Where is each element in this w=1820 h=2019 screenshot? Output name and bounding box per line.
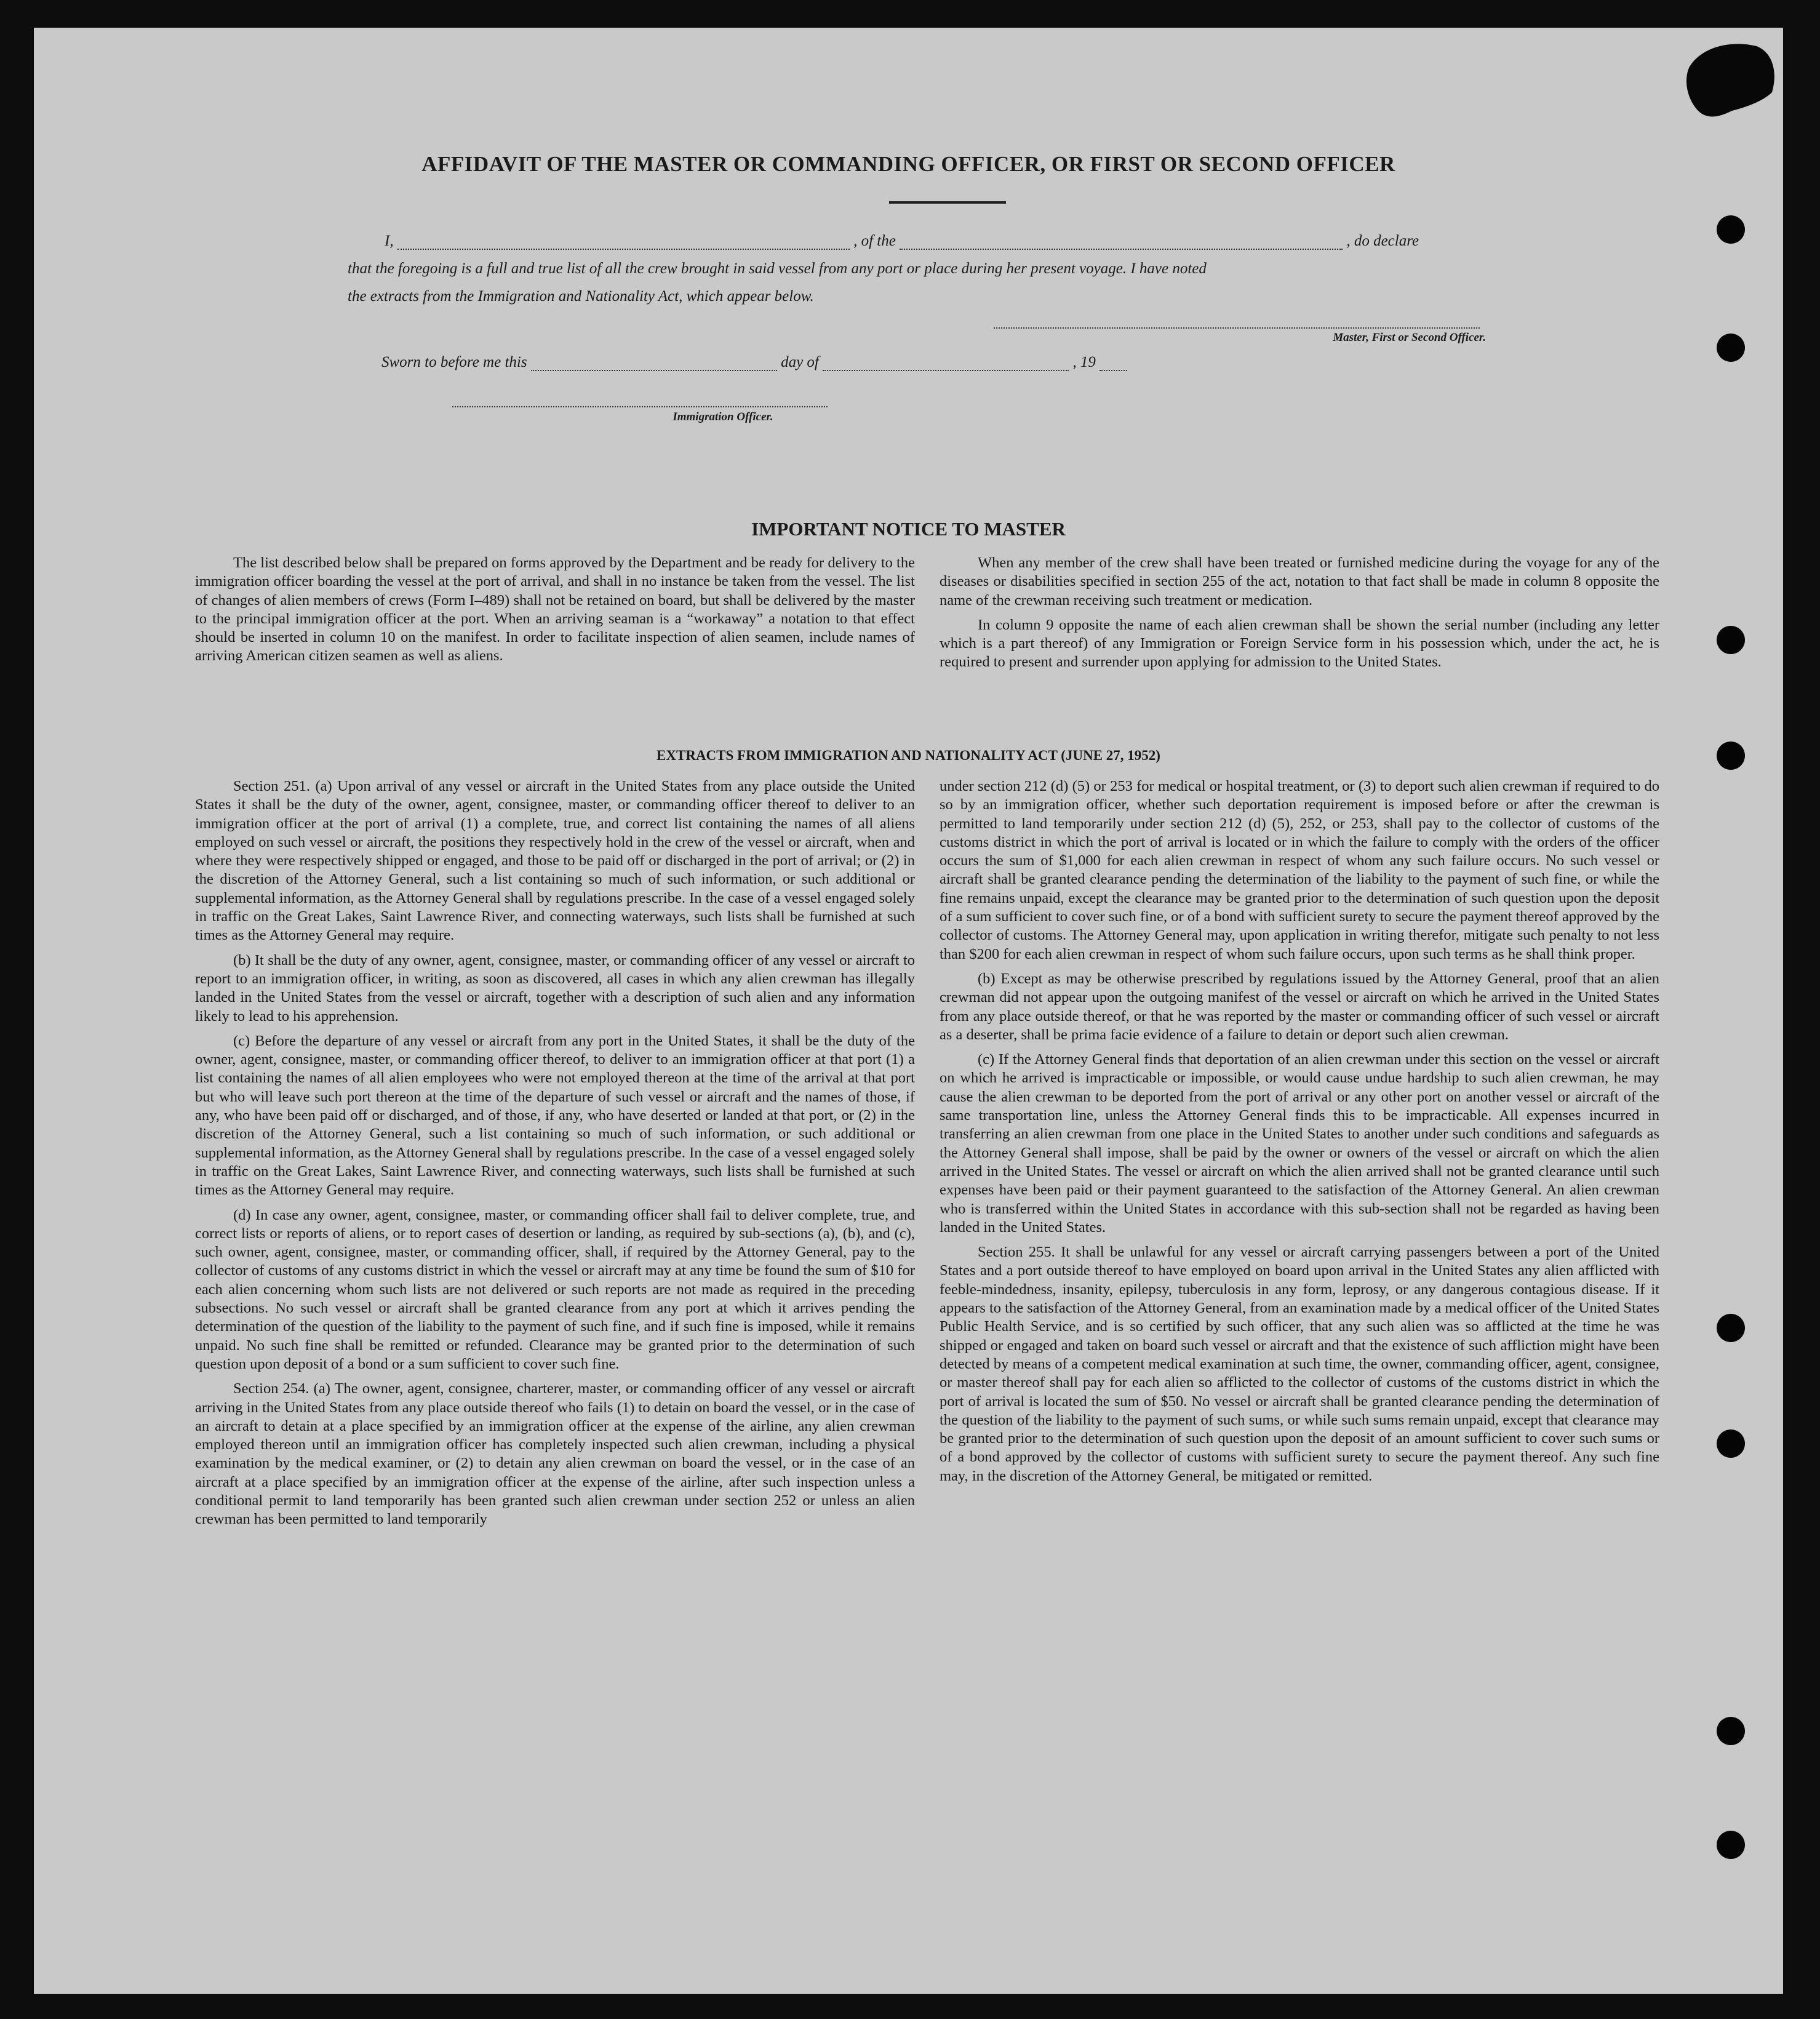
declaration-text-1: that the foregoing is a full and true list of all the crew brought in said vessel from any port or place during her present voyage. I have noted <box>348 260 1207 277</box>
punch-hole <box>1717 1831 1745 1859</box>
section-251-c: (c) Before the departure of any vessel or aircraft from any port in the United States, it shall be the duty of the owner, agent, consignee, master, or commanding officer thereof, to deliver to an immigration officer at that port (1) a list containing the names of all alien employees who were not employed thereon at the time of the arrival at that port but who will leave such port thereon at the time of the departure of such vessel or aircraft and the names of those, if any, who have been paid off or discharged, and of those, if any, who have deserted or landed at that port, or (2) in the discretion of the Attorney General, such a list containing so much of such information, or such additional or supplemental information, as the Attorney General shall by regulations prescribe. In the case of a vessel engaged solely in traffic on the Great Lakes, Saint Lawrence River, and connecting waterways, such lists shall be furnished at such times as the Attorney General may require. <box>195 1032 915 1199</box>
punch-hole <box>1717 215 1745 244</box>
page-title: AFFIDAVIT OF THE MASTER OR COMMANDING OFFICER, OR FIRST OR SECOND OFFICER <box>421 152 1395 176</box>
sworn-month-blank[interactable] <box>823 360 1069 371</box>
section-254-b: (b) Except as may be otherwise prescribed by regulations issued by the Attorney General, proof that an alien crewman did not appear upon the outgoing manifest of the vessel or aircraft on which he arrived in the United States from any place outside thereof, or that he was reported by the master or commanding officer of such vessel or aircraft as a deserter, shall be prima facie evidence of a failure to detain or deport such alien crewman. <box>940 970 1659 1043</box>
name-blank[interactable] <box>397 239 850 250</box>
sworn-day-of: day of <box>781 354 819 370</box>
sworn-day-blank[interactable] <box>531 360 777 371</box>
vessel-blank[interactable] <box>900 239 1343 250</box>
notice-left-column <box>195 554 915 672</box>
notice-right-paragraph: In column 9 opposite the name of each alien crewman shall be shown the serial number (including any letter which is a part thereof) of any Immigration or Foreign Service form in his possession which, under the act, he is required to present and surrender upon applying for admission to the United States. <box>940 616 1659 671</box>
master-signature-caption: Master, First or Second Officer. <box>1333 331 1486 344</box>
section-254-c: (c) If the Attorney General finds that deportation of an alien crewman under this section on the vessel or aircraft on which he arrived is impracticable or impossible, or would cause undue hardship to such alien crewman, he may cause the alien crewman to be deported from the port of arrival or any other port on another vessel or aircraft of the same transportation line, unless the Attorney General finds this to be impracticable. All expenses incurred in transferring an alien crewman from one place in the United States to another under such conditions and safeguards as the Attorney General shall impose, shall be paid by the owner or owners of the vessel or aircraft on which the alien arrived in the United States. The vessel or aircraft on which the alien arrived shall not be granted clearance until such expenses have been paid or their payment guaranteed to the satisfaction of the Attorney General. An alien crewman who is transferred within the United States in accordance with this sub-section shall not be regarded as having been landed in the United States. <box>940 1051 1659 1236</box>
document-page <box>34 28 1783 1994</box>
master-signature-line[interactable] <box>994 327 1480 329</box>
section-251-d: (d) In case any owner, agent, consignee, master, or commanding officer shall fail to deliver complete, true, and correct lists or reports of aliens, or to report cases of desertion or landing, as required by sub-sections (a), (b), and (c), such owner, agent, consignee, master, or commanding officer, shall, if required by the Attorney General, pay to the collector of customs of any customs district in which the vessel or aircraft may at any time be found the sum of $10 for each alien concerning whom such lists are not delivered or such reports are not made as required in the preceding subsections. No such vessel or aircraft shall be granted clearance from any port at which it arrives pending the determination of the question of the liability to the payment of such fine, and if such fine is imposed, while it remains unpaid. No such fine shall be remitted or refunded. Clearance may be granted prior to the determination of such question upon deposit of a bond or a sum sufficient to cover such fine. <box>195 1206 915 1372</box>
declaration-i: I, <box>385 233 394 249</box>
extracts-right-column <box>940 777 1659 1492</box>
section-251-a: Section 251. (a) Upon arrival of any vessel or aircraft in the United States from any place outside the United States it shall be the duty of the owner, agent, consignee, master, or commanding officer thereof to deliver to an immigration officer at the port of arrival (1) a complete, true, and correct list containing the names of all aliens employed on such vessel or aircraft, the positions they respectively hold in the crew of the vessel or aircraft, when and where they were respectively shipped or engaged, and those to be paid off or discharged in the port of arrival; or (2) in the discretion of the Attorney General, such a list containing so much of such information, or such additional or supplemental information, as the Attorney General shall by regulations prescribe. In the case of a vessel engaged solely in traffic on the Great Lakes, Saint Lawrence River, and connecting waterways, such lists shall be furnished at such times as the Attorney General may require. <box>195 778 915 944</box>
punch-hole <box>1717 1429 1745 1458</box>
punch-hole <box>1717 626 1745 654</box>
notice-left-paragraph: The list described below shall be prepared on forms approved by the Department and be ready for delivery to the immigration officer boarding the vessel at the port of arrival, and shall in no instance be taken from the vessel. The list of changes of alien members of crews (Form I–489) shall not be retained on board, but shall be delivered by the master to the principal immigration officer at the port. When an arriving seaman is a “workaway” a notation to that effect should be inserted in column 10 on the manifest. In order to facilitate inspection of alien seamen, include names of arriving American citizen seamen as well as aliens. <box>195 554 915 665</box>
punch-hole <box>1717 1717 1745 1745</box>
sworn-prefix: Sworn to before me this <box>381 354 527 370</box>
sworn-year: , 19 <box>1072 354 1096 370</box>
immigration-officer-signature-line[interactable] <box>452 406 828 407</box>
notice-title: IMPORTANT NOTICE TO MASTER <box>751 518 1066 540</box>
extracts-left-column <box>195 777 915 1535</box>
notice-right-column <box>940 554 1659 678</box>
section-254-a-continued: under section 212 (d) (5) or 253 for medical or hospital treatment, or (3) to deport such alien crewman if required to do so by an immigration officer, whether such deportation requirement is imposed before or after the crewman is permitted to land temporarily under section 212 (d) (5), 252, or 253, shall pay to the collector of customs of the customs district in which the port of arrival is located or in which the failure to comply with the orders of the officer occurs the sum of $1,000 for each alien crewman in respect of whom any such failure occurs. No such vessel or aircraft shall be granted clearance pending the determination of the liability to the payment of such fine, or while the fine remains unpaid, except the clearance may be granted prior to the determination of such question upon the deposit of a sum sufficient to cover such fine, or of a bond with sufficient surety to secure the payment thereof approved by the collector of customs. The Attorney General may, upon application in writing therefor, mitigate such penalty to not less than $200 for each alien crewman in respect of whom such failure occurs, upon such terms as he shall think proper. <box>940 778 1659 962</box>
extracts-title: EXTRACTS FROM IMMIGRATION AND NATIONALITY ACT (JUNE 27, 1952) <box>657 748 1160 763</box>
sworn-year-blank[interactable] <box>1100 360 1127 371</box>
declaration-of-the: , of the <box>853 233 896 249</box>
section-254-a: Section 254. (a) The owner, agent, consignee, charterer, master, or commanding officer of any vessel or aircraft arriving in the United States from any place outside thereof who fails (1) to detain on board the vessel, or in the case of an aircraft to detain at a place specified by an immigration officer at the expense of the airline, any alien crewman employed thereon until an immigration officer has completely inspected such alien crewman, including a physical examination by the medical examiner, or (2) to detain any alien crewman on board the vessel, or in the case of an aircraft at a place specified by an immigration officer at the expense of the airline, after such inspection unless a conditional permit to land temporarily has been granted such alien crewman under section 252 or unless an alien crewman has been permitted to land temporarily <box>195 1380 915 1528</box>
section-251-b: (b) It shall be the duty of any owner, agent, consignee, master, or commanding officer of any vessel or aircraft to report to an immigration officer, in writing, as soon as discovered, all cases in which any alien crewman has illegally landed in the United States from the vessel or aircraft, together with a description of such alien and any information likely to lead to his apprehension. <box>195 951 915 1025</box>
punch-hole <box>1717 1314 1745 1342</box>
punch-hole <box>1717 742 1745 770</box>
sworn-line <box>381 354 1127 371</box>
punch-hole <box>1717 334 1745 362</box>
notice-right-paragraph: When any member of the crew shall have been treated or furnished medicine during the voyage for any of the diseases or disabilities specified in section 255 of the act, notation to that fact shall be made in column 8 opposite the name of the crewman receiving such treatment or medication. <box>940 554 1659 609</box>
declaration-line <box>385 233 1419 250</box>
title-divider <box>889 201 1006 204</box>
declaration-text-2: the extracts from the Immigration and Nationality Act, which appear below. <box>348 288 814 305</box>
torn-corner-damage <box>1664 34 1781 157</box>
section-255: Section 255. It shall be unlawful for any vessel or aircraft carrying passengers between a port of the United States and a port outside thereof to have employed on board upon arrival in the United States any alien afflicted with feeble-mindedness, insanity, epilepsy, tuberculosis in any form, leprosy, or any dangerous contagious disease. If it appears to the satisfaction of the Attorney General, from an examination made by a medical officer of the United States Public Health Service, and is so certified by such officer, that any such alien was so afflicted at the time he was shipped or engaged and taken on board such vessel or aircraft and that the existence of such affliction might have been detected by means of a competent medical examination at such time, the owner, commanding officer, agent, consignee, or master thereof shall pay for each alien so afflicted to the collector of customs of the customs district in which the port of arrival is located the sum of $50. No vessel or aircraft shall be granted clearance pending the determination of the question of the liability to the payment of such sums, or while such sums remain unpaid, except that clearance may be granted prior to the determination of such question upon the deposit of an amount sufficient to cover such sums or of a bond approved by the collector of customs with sufficient surety to secure the payment thereof. Any such fine may, in the discretion of the Attorney General, be mitigated or remitted. <box>940 1244 1659 1484</box>
immigration-officer-caption: Immigration Officer. <box>673 410 773 423</box>
declaration-do-declare: , do declare <box>1346 233 1419 249</box>
